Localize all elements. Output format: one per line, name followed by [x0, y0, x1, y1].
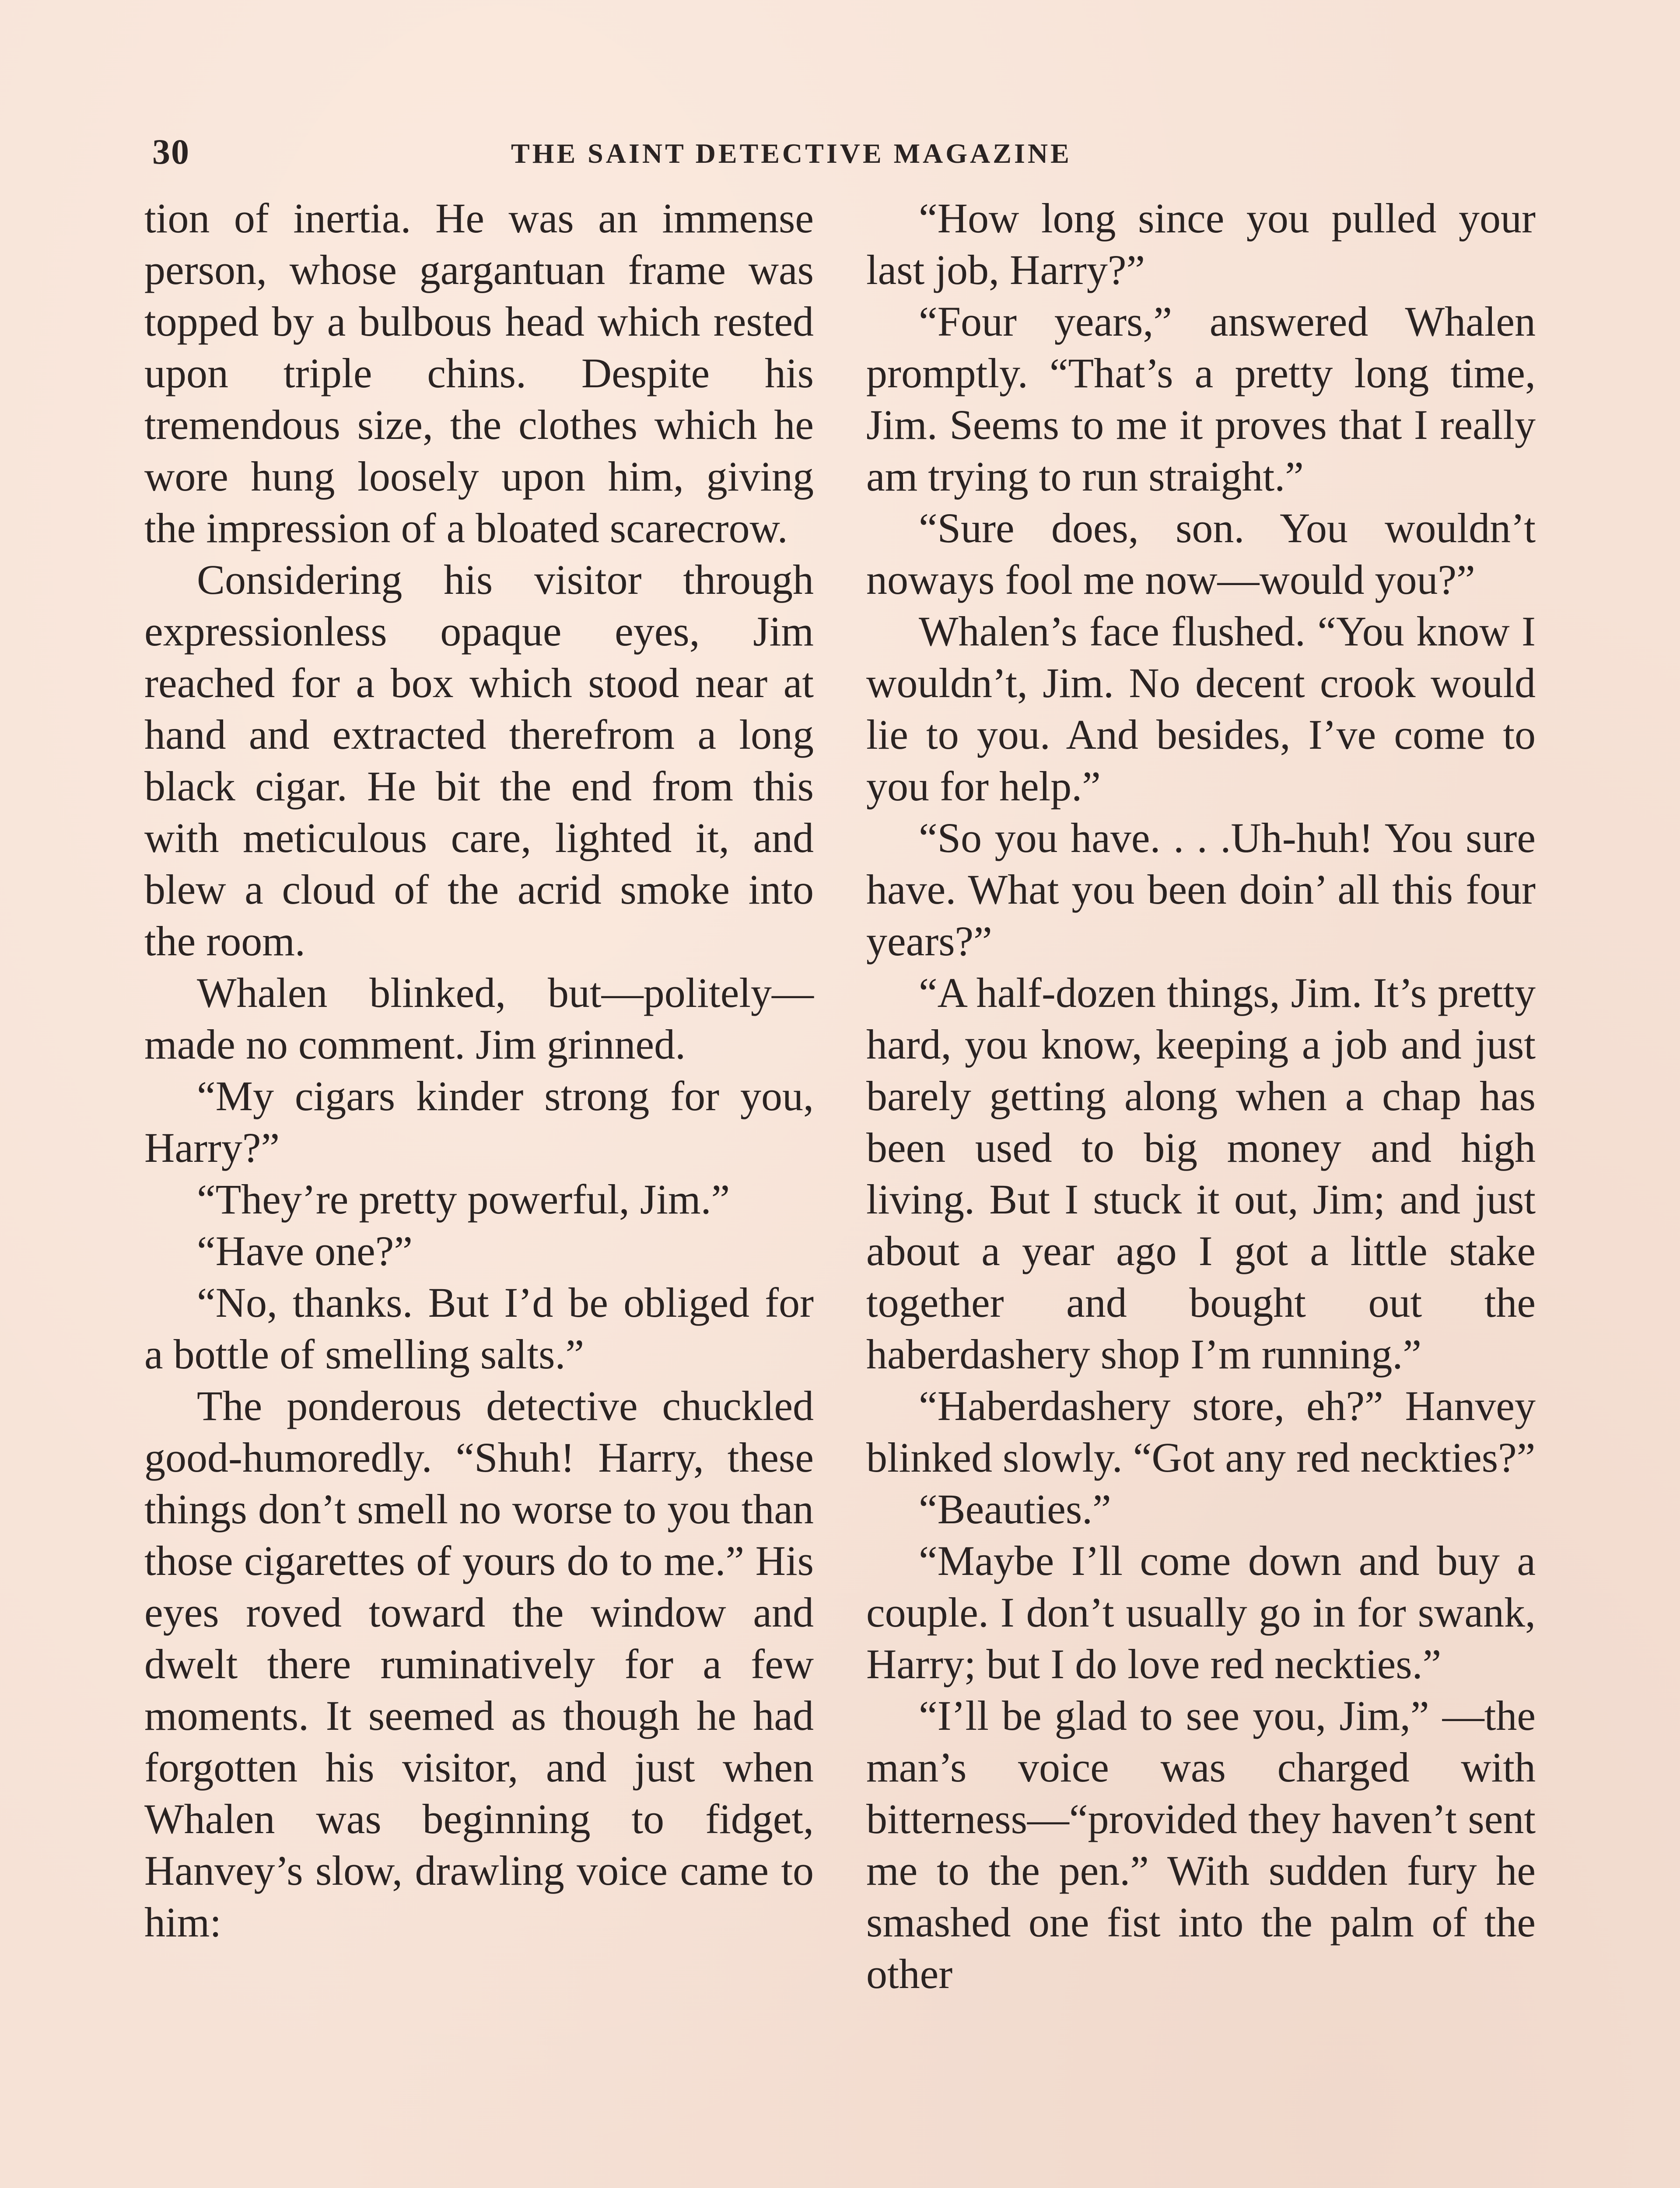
paragraph: Whalen blinked, but—politely—made no comment. Jim grinned. — [144, 969, 814, 1068]
paragraph: Whalen’s face flushed. “You know I wouldn’t, Jim. No decent crook would lie to you. And besides, I’ve come to you for help.” — [866, 608, 1536, 810]
left-column — [144, 193, 814, 1948]
paragraph: “So you have. . . .Uh-huh! You sure have. What you been doin’ all this four years?” — [866, 814, 1536, 964]
paragraph: “No, thanks. But I’d be obliged for a bottle of smelling salts.” — [144, 1279, 814, 1378]
paragraph: Considering his visitor through expressionless opaque eyes, Jim reached for a box which stood near at hand and extracted therefrom a long black cigar. He bit the end from this with meticulous care, lighted it, and blew a cloud of the acrid smoke into the room. — [144, 556, 814, 964]
paragraph: “My cigars kinder strong for you, Harry?” — [144, 1073, 814, 1171]
paragraph: “I’ll be glad to see you, Jim,” —the man’s voice was charged with bitterness—“provided they haven’t sent me to the pen.” With sudden fury he smashed one fist into the palm of the other — [866, 1692, 1536, 1997]
paragraph: “Four years,” answered Whalen promptly. “That’s a pretty long time, Jim. Seems to me it proves that I really am trying to run straight.” — [866, 298, 1536, 500]
page-header — [152, 131, 1540, 179]
paragraph: “A half-dozen things, Jim. It’s pretty hard, you know, keeping a job and just barely getting along when a chap has been used to big money and high living. But I stuck it out, Jim; and just about a year ago I got a little stake together and bought out the haberdashery shop I’m running.” — [866, 969, 1536, 1378]
paragraph: “They’re pretty powerful, Jim.” — [197, 1176, 730, 1223]
paragraph: “How long since you pulled your last job, Harry?” — [866, 195, 1536, 293]
paragraph: The ponderous detective chuckled good-humoredly. “Shuh! Harry, these things don’t smell no worse to you than those cigarettes of yours do to me.” His eyes roved toward the window and dwelt there ruminatively for a few moments. It seemed as though he had forgotten his visitor, and just when Whalen was beginning to fidget, Hanvey’s slow, drawling voice came to him: — [144, 1382, 814, 1946]
page-number: 30 — [152, 132, 190, 172]
paragraph: “Haberdashery store, eh?” Hanvey blinked slowly. “Got any red neckties?” — [866, 1382, 1536, 1481]
paragraph: “Beauties.” — [919, 1486, 1111, 1532]
paragraph: “Have one?” — [197, 1227, 413, 1274]
paragraph: “Sure does, son. You wouldn’t noways fool me now—would you?” — [866, 505, 1536, 603]
right-column — [866, 193, 1536, 2000]
paragraph: tion of inertia. He was an immense person, whose gargantuan frame was topped by a bulbous head which rested upon triple chins. Despite his tremendous size, the clothes which he wore hung loosely upon him, giving the impression of a bloated scarecrow. — [144, 195, 814, 551]
paragraph: “Maybe I’ll come down and buy a couple. I don’t usually go in for swank, Harry; but I do love red neckties.” — [866, 1537, 1536, 1687]
running-title: THE SAINT DETECTIVE MAGAZINE — [511, 138, 1072, 169]
